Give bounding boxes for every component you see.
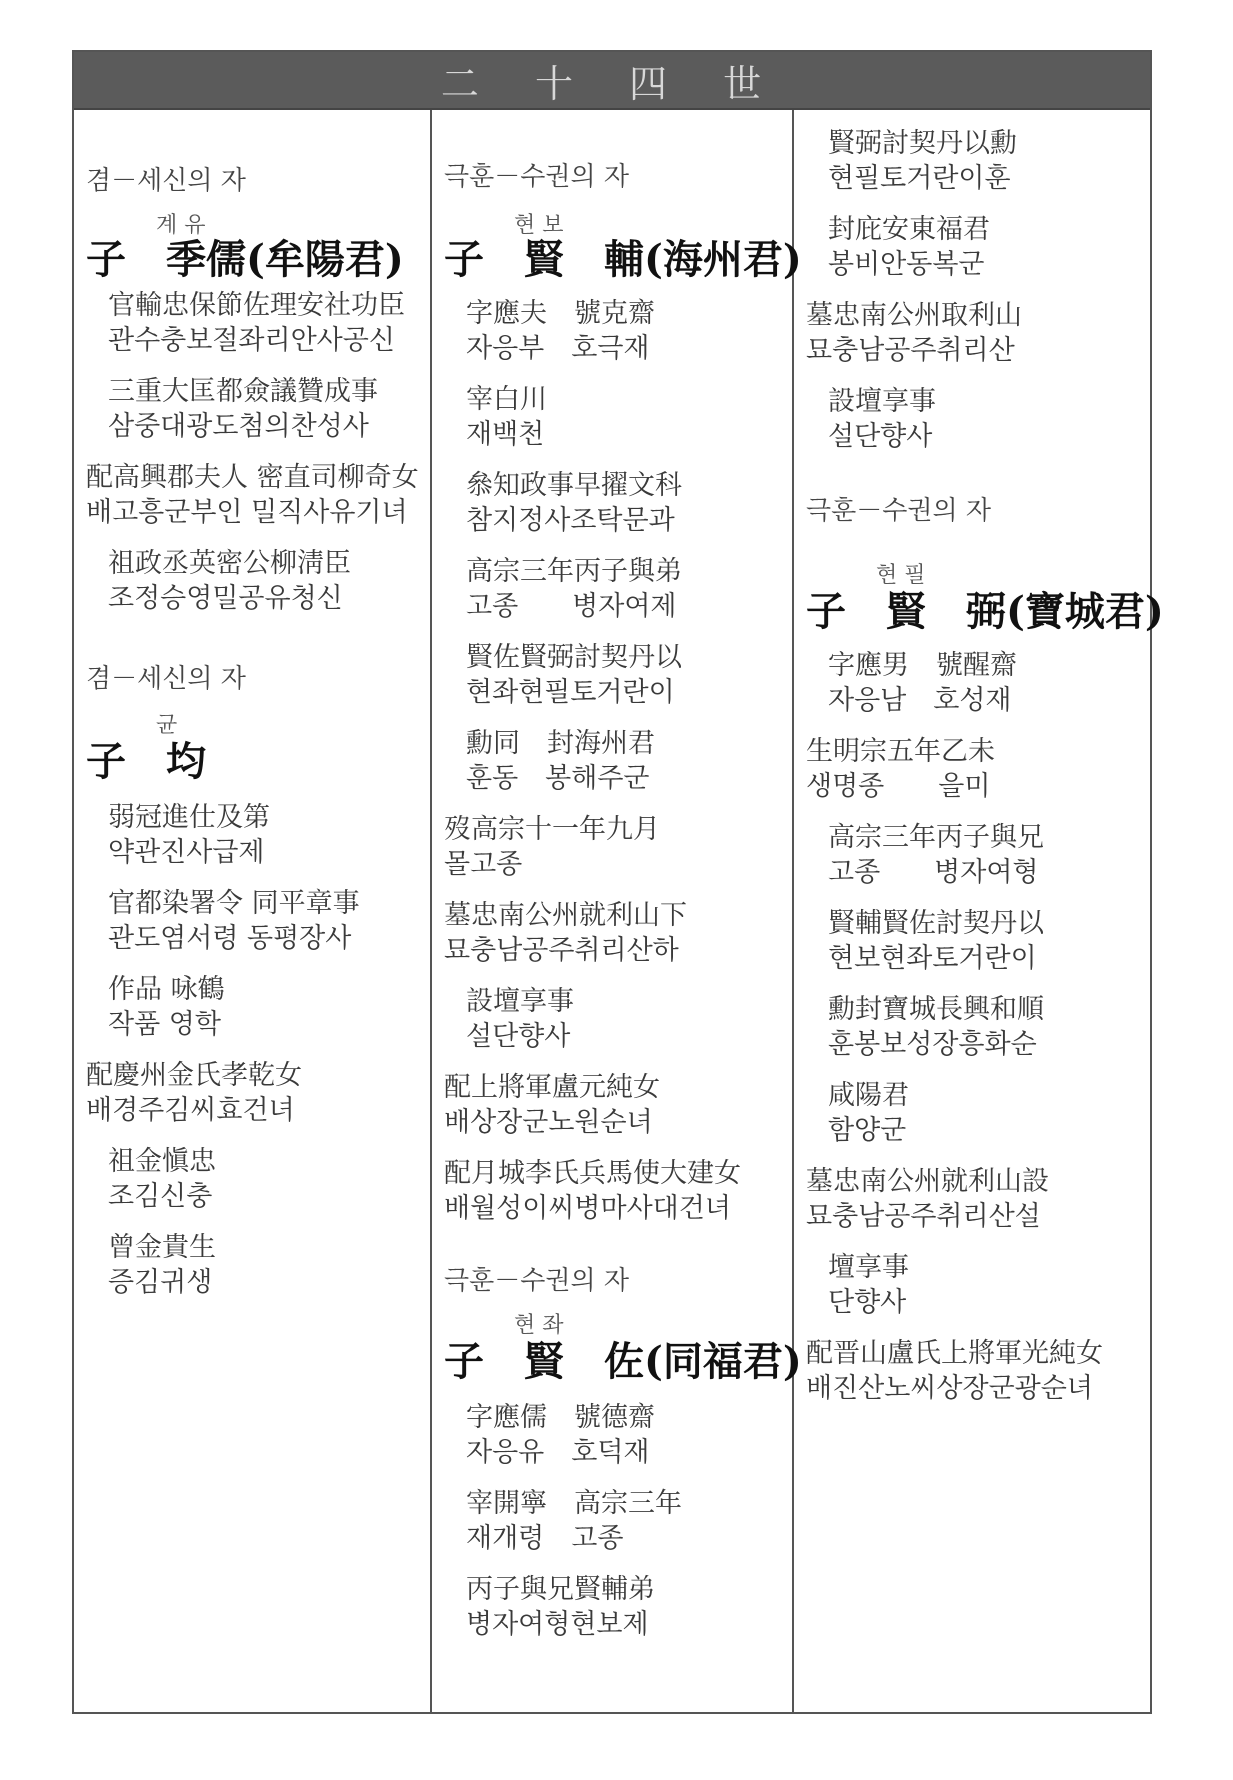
entry-hanja: 墓忠南公州就利山設 xyxy=(806,1166,1049,1197)
name-reading: 현 필 xyxy=(876,563,926,588)
entry-hangul: 생명종 을미 xyxy=(806,771,991,802)
entry-hangul: 설단향사 xyxy=(828,421,933,452)
entry-hanja: 弱冠進仕及第 xyxy=(108,802,270,833)
entry-hanja: 墓忠南公州取利山 xyxy=(806,300,1022,331)
entry-hanja: 設壇享事 xyxy=(828,386,936,417)
entry-hanja: 三重大匡都僉議贊成事 xyxy=(108,376,378,407)
column-2 xyxy=(432,110,802,1712)
entry-hangul: 재백천 xyxy=(466,419,545,450)
entry-hangul: 배월성이씨병마사대건녀 xyxy=(444,1193,731,1224)
entry-hangul: 재개령 고종 xyxy=(466,1523,624,1554)
entry-hanja: 作品 咏鶴 xyxy=(108,974,225,1005)
genealogy-page xyxy=(72,50,1164,1714)
name-reading: 균 xyxy=(156,713,178,738)
entry-hangul: 약관진사급제 xyxy=(108,837,265,868)
entry-hangul: 묘충남공주취리산하 xyxy=(444,935,679,966)
entry-hangul: 자응부 호극재 xyxy=(466,333,650,364)
entry-hangul: 묘충남공주취리산 xyxy=(806,335,1015,366)
entry-hangul: 배상장군노원순녀 xyxy=(444,1107,653,1138)
entry-hanja: 勳封寶城長興和順 xyxy=(828,994,1044,1025)
entry-hangul: 훈봉보성장흥화순 xyxy=(828,1029,1037,1060)
son-name: 子 均 xyxy=(86,738,206,785)
entry-hangul: 증김귀생 xyxy=(108,1267,213,1298)
entry-hangul: 삼중대광도첨의찬성사 xyxy=(108,411,369,442)
entry-hanja: 配月城李氏兵馬使大建女 xyxy=(444,1158,741,1189)
generation-title: 二 十 四 世 xyxy=(440,61,784,106)
entry-hanja: 高宗三年丙子與弟 xyxy=(466,556,682,587)
entry-hangul: 고종 병자여형 xyxy=(828,857,1039,888)
entry-hanja: 曾金貴生 xyxy=(108,1232,216,1263)
relation-note: 극훈－수권의 자 xyxy=(806,496,991,526)
entry-hangul: 몰고종 xyxy=(444,849,523,880)
entry-hangul: 자응유 호덕재 xyxy=(466,1437,650,1468)
entry-hangul: 병자여형현보제 xyxy=(466,1609,649,1640)
entry-hanja: 字應儒 號德齋 xyxy=(466,1402,655,1433)
son-name: 子 季儒(牟陽君) xyxy=(86,236,404,283)
entry-hanja: 配慶州金氏孝乾女 xyxy=(86,1060,302,1091)
entry-hangul: 단향사 xyxy=(828,1287,907,1318)
entry-hangul: 작품 영학 xyxy=(108,1009,221,1040)
entry-hangul: 묘충남공주취리산설 xyxy=(806,1201,1041,1232)
entry-hangul: 고종 병자여제 xyxy=(466,591,677,622)
entry-hangul: 조정승영밀공유청신 xyxy=(108,583,343,614)
entry-hangul: 현필토거란이훈 xyxy=(828,163,1011,194)
entry-hanja: 宰白川 xyxy=(466,384,547,415)
relation-note: 겸－세신의 자 xyxy=(86,166,246,196)
entry-hanja: 宰開寧 高宗三年 xyxy=(466,1488,682,1519)
entry-hangul: 배고흥군부인 밀직사유기녀 xyxy=(86,497,408,528)
entry-hanja: 壇享事 xyxy=(828,1252,909,1283)
entry-hanja: 官都染署令 同平章事 xyxy=(108,888,360,919)
entry-hangul: 참지정사조탁문과 xyxy=(466,505,675,536)
entry-hanja: 配晋山盧氏上將軍光純女 xyxy=(806,1338,1103,1369)
entry-hanja: 字應夫 號克齋 xyxy=(466,298,655,329)
column-3 xyxy=(794,110,1164,1712)
entry-hanja: 官輸忠保節佐理安社功臣 xyxy=(108,290,405,321)
relation-note: 극훈－수권의 자 xyxy=(444,1266,629,1296)
entry-hanja: 賢弼討契丹以勳 xyxy=(828,128,1017,159)
name-reading: 현 좌 xyxy=(514,1313,564,1338)
entry-hanja: 墓忠南公州就利山下 xyxy=(444,900,687,931)
name-reading: 계 유 xyxy=(156,213,206,238)
relation-note: 겸－세신의 자 xyxy=(86,664,246,694)
son-name: 子 賢 佐(同福君) xyxy=(444,1338,802,1385)
entry-hanja: 咸陽君 xyxy=(828,1080,909,1111)
entry-hanja: 祖金愼忠 xyxy=(108,1146,216,1177)
entry-hanja: 祖政丞英密公柳淸臣 xyxy=(108,548,351,579)
entry-hanja: 設壇享事 xyxy=(466,986,574,1017)
entry-hanja: 配高興郡夫人 密直司柳奇女 xyxy=(86,462,419,493)
relation-note: 극훈－수권의 자 xyxy=(444,162,629,192)
entry-hanja: 字應男 號醒齋 xyxy=(828,650,1017,681)
entry-hangul: 관도염서령 동평장사 xyxy=(108,923,352,954)
entry-hangul: 조김신충 xyxy=(108,1181,213,1212)
son-name: 子 賢 弼(寶城君) xyxy=(806,588,1164,635)
son-name: 子 賢 輔(海州君) xyxy=(444,236,802,283)
entry-hangul: 관수충보절좌리안사공신 xyxy=(108,325,395,356)
entry-hanja: 賢佐賢弼討契丹以 xyxy=(466,642,682,673)
entry-hangul: 자응남 호성재 xyxy=(828,685,1012,716)
entry-hangul: 배진산노씨상장군광순녀 xyxy=(806,1373,1093,1404)
generation-header xyxy=(74,52,1150,110)
name-reading: 현 보 xyxy=(514,213,564,238)
entry-hangul: 봉비안동복군 xyxy=(828,249,985,280)
entry-hangul: 배경주김씨효건녀 xyxy=(86,1095,295,1126)
entry-hangul: 현보현좌토거란이 xyxy=(828,943,1037,974)
entry-hanja: 勳同 封海州君 xyxy=(466,728,655,759)
entry-hangul: 훈동 봉해주군 xyxy=(466,763,650,794)
entry-hanja: 生明宗五年乙未 xyxy=(806,736,995,767)
entry-hanja: 叅知政事早擢文科 xyxy=(466,470,682,501)
entry-hanja: 歿高宗十一年九月 xyxy=(444,814,660,845)
entry-hangul: 설단향사 xyxy=(466,1021,571,1052)
column-1 xyxy=(74,110,432,1712)
entry-hanja: 封庇安東福君 xyxy=(828,214,990,245)
entry-hangul: 현좌현필토거란이 xyxy=(466,677,675,708)
entry-hangul: 함양군 xyxy=(828,1115,907,1146)
entry-hanja: 賢輔賢佐討契丹以 xyxy=(828,908,1044,939)
entry-hanja: 配上將軍盧元純女 xyxy=(444,1072,660,1103)
entry-hanja: 丙子與兄賢輔弟 xyxy=(466,1574,655,1605)
entry-hanja: 高宗三年丙子與兄 xyxy=(828,822,1044,853)
